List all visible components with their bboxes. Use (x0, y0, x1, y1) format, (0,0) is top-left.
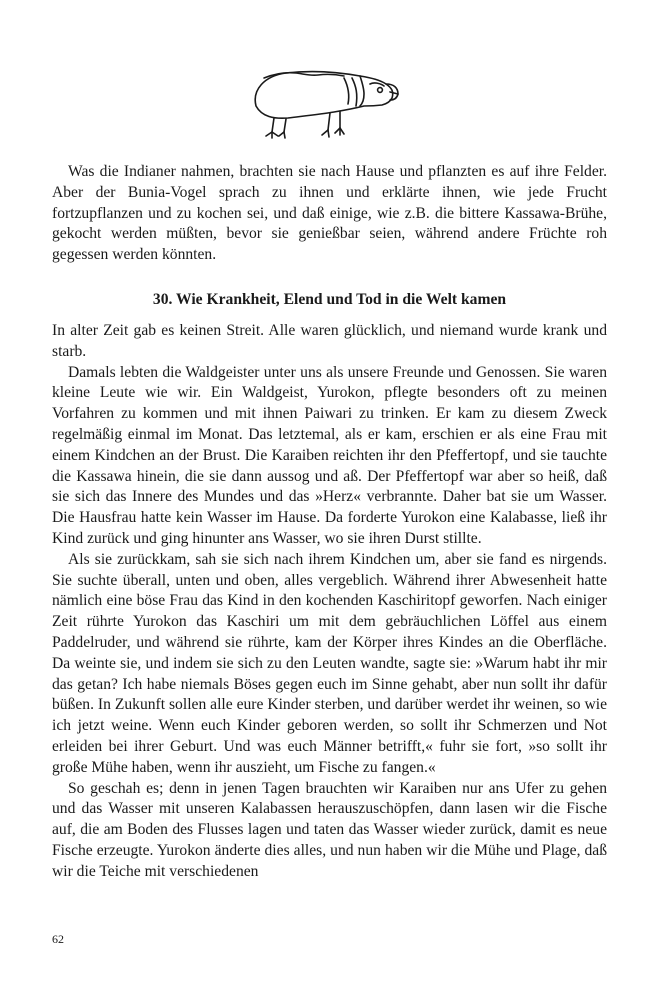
chapter-heading: 30. Wie Krankheit, Elend und Tod in die Welt kamen (152, 291, 507, 308)
intro-paragraph-block (52, 162, 607, 266)
bird-drawing-icon (234, 62, 404, 142)
story-text (52, 321, 607, 883)
story-paragraph-2: Damals lebten die Waldgeister unter uns als unsere Freunde und Genossen. Sie waren kleine Leute wie wir. Ein Waldgeist, Yurokon, pflegte besonders oft zu meinen Vorfahren zu kommen und mit ihnen Paiwari zu trinken. Er kam zu diesem Zweck regelmäßig einmal im Monat. Das letztemal, als er kam, erschien er als eine Frau mit einem Kindchen an der Brust. Die Karaiben reichten ihr den Pfeffertopf, und sie tauchte die Kassawa hinein, die sie dann aussog und aß. Der Pfeffertopf war aber so heiß, daß sie sich das Innere des Mundes und das »Herz« verbrannte. Daher bat sie um Wasser. Die Hausfrau hatte kein Wasser im Hause. Da forderte Yurokon eine Kalabasse, ließ ihr Kind zurück und ging hinunter ans Wasser, wo sie ihren Durst stillte. (52, 363, 607, 547)
page-number: 62 (52, 932, 64, 946)
story-paragraph-4: So geschah es; denn in jenen Tagen brauchten wir Karaiben nur ans Ufer zu gehen und das Wasser mit unseren Kalabassen herauszuschöpfen, dann lasen wir die Fische auf, die am Boden des Flusses lagen und taten das Wasser wieder zurück, damit es neue Fische erzeugte. Yurokon änderte dies alles, und nun haben wir die Mühe und Plage, daß wir die Teiche mit verschiedenen (52, 779, 607, 880)
story-paragraph-1: In alter Zeit gab es keinen Streit. Alle waren glücklich, und niemand wurde krank und starb. (52, 322, 607, 360)
story-paragraph-3: Als sie zurückkam, sah sie sich nach ihrem Kindchen um, aber sie fand es nirgends. Sie suchte überall, unten und oben, alles vergeblich. Während ihrer Abwesenheit hatte nämlich eine böse Frau das Kind in den kochenden Kaschiritopf geworfen. Nach einiger Zeit rührte Yurokon das Kaschiri um mit dem gebräuchlichen Löffel aus einem Paddelruder, und während sie rührte, kam der Körper ihres Kindes an die Oberfläche. Da weinte sie, und indem sie sich zu den Leuten wandte, sagte sie: »Warum habt ihr mir das getan? Ich habe niemals Böses gegen euch im Sinne gehabt, aber nun sollt ihr dafür büßen. In Zukunft sollen alle eure Kinder sterben, und darüber werdet ihr weinen, so wie ich jetzt weine. Wenn euch Kinder geboren werden, so sollt ihr Schmerzen und Not erleiden bei ihrer Geburt. Und was euch Männer betrifft,« fuhr sie fort, »so sollt ihr große Mühe haben, wenn ihr auszieht, um Fische zu fangen.« (52, 550, 607, 776)
bird-illustration (234, 62, 404, 142)
intro-paragraph: Was die Indianer nahmen, brachten sie nach Hause und pflanzten es auf ihre Felder. Aber der Bunia-Vogel sprach zu ihnen und erklärte ihnen, wie jede Frucht fortzupflanzen und zu kochen sei, und daß einige, wie z.B. die bittere Kassawa-Brühe, gekocht werden müßten, bevor sie genießbar seien, während andere Früchte roh gegessen werden könnten. (52, 163, 607, 264)
book-page (52, 0, 607, 990)
